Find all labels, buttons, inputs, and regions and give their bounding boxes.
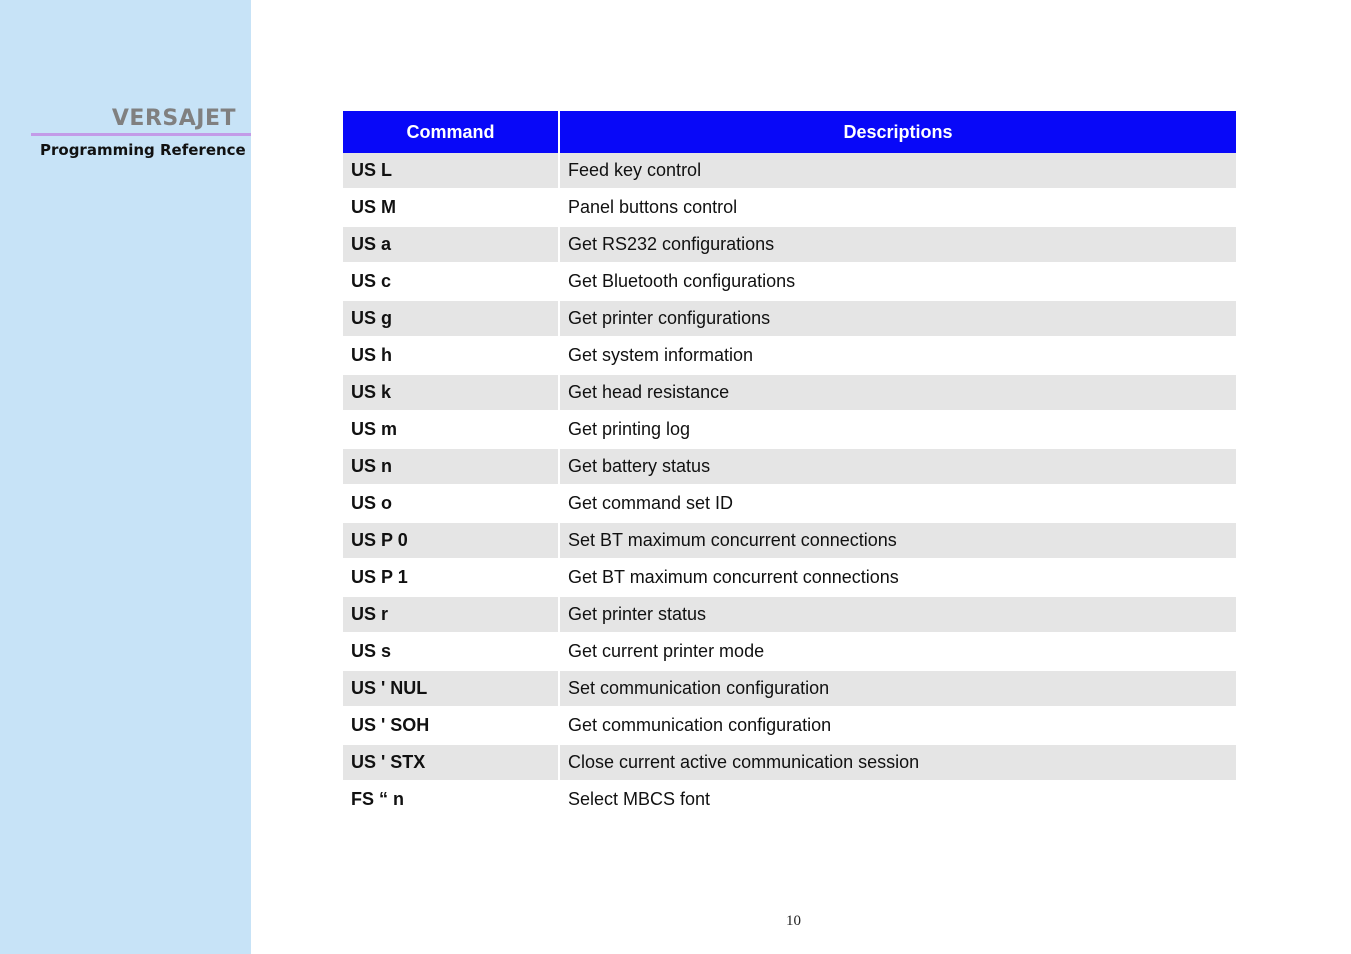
table-row xyxy=(343,300,1236,337)
description-cell: Get command set ID xyxy=(559,485,1236,522)
column-header-descriptions: Descriptions xyxy=(559,111,1236,153)
command-cell: US n xyxy=(343,448,559,485)
description-cell: Get current printer mode xyxy=(559,633,1236,670)
description-cell: Get head resistance xyxy=(559,374,1236,411)
brand-subtitle: Programming Reference xyxy=(40,141,246,159)
table-row xyxy=(343,670,1236,707)
table-row xyxy=(343,189,1236,226)
description-cell: Panel buttons control xyxy=(559,189,1236,226)
command-cell: US ' SOH xyxy=(343,707,559,744)
description-cell: Set communication configuration xyxy=(559,670,1236,707)
table-body xyxy=(343,153,1236,818)
command-cell: US c xyxy=(343,263,559,300)
column-header-command: Command xyxy=(343,111,559,153)
description-cell: Set BT maximum concurrent connections xyxy=(559,522,1236,559)
brand-underline xyxy=(31,133,251,136)
table-row xyxy=(343,374,1236,411)
description-cell: Get battery status xyxy=(559,448,1236,485)
command-cell: US o xyxy=(343,485,559,522)
command-cell: US ' NUL xyxy=(343,670,559,707)
command-cell: US r xyxy=(343,596,559,633)
description-cell: Get printer configurations xyxy=(559,300,1236,337)
table-row xyxy=(343,263,1236,300)
command-cell: US k xyxy=(343,374,559,411)
table-row xyxy=(343,485,1236,522)
description-cell: Get system information xyxy=(559,337,1236,374)
table-row xyxy=(343,559,1236,596)
table-row xyxy=(343,744,1236,781)
command-table xyxy=(343,111,1236,819)
description-cell: Get printing log xyxy=(559,411,1236,448)
command-cell: US L xyxy=(343,153,559,189)
table-row xyxy=(343,596,1236,633)
command-cell: FS “ n xyxy=(343,781,559,818)
command-cell: US ' STX xyxy=(343,744,559,781)
command-cell: US P 1 xyxy=(343,559,559,596)
table-row xyxy=(343,153,1236,189)
command-cell: US s xyxy=(343,633,559,670)
description-cell: Get BT maximum concurrent connections xyxy=(559,559,1236,596)
command-cell: US h xyxy=(343,337,559,374)
description-cell: Get printer status xyxy=(559,596,1236,633)
page-number: 10 xyxy=(786,913,801,929)
command-cell: US P 0 xyxy=(343,522,559,559)
sidebar xyxy=(0,0,251,954)
table-row xyxy=(343,522,1236,559)
table-row xyxy=(343,707,1236,744)
command-cell: US m xyxy=(343,411,559,448)
description-cell: Close current active communication session xyxy=(559,744,1236,781)
table-header-row xyxy=(343,111,1236,153)
table-row xyxy=(343,411,1236,448)
description-cell: Get Bluetooth configurations xyxy=(559,263,1236,300)
command-cell: US g xyxy=(343,300,559,337)
table-row xyxy=(343,337,1236,374)
command-cell: US M xyxy=(343,189,559,226)
brand-title: VERSAJET xyxy=(111,106,236,131)
description-cell: Get RS232 configurations xyxy=(559,226,1236,263)
table-row xyxy=(343,633,1236,670)
table-row xyxy=(343,781,1236,818)
description-cell: Get communication configuration xyxy=(559,707,1236,744)
description-cell: Select MBCS font xyxy=(559,781,1236,818)
description-cell: Feed key control xyxy=(559,153,1236,189)
table-row xyxy=(343,448,1236,485)
command-cell: US a xyxy=(343,226,559,263)
table-row xyxy=(343,226,1236,263)
